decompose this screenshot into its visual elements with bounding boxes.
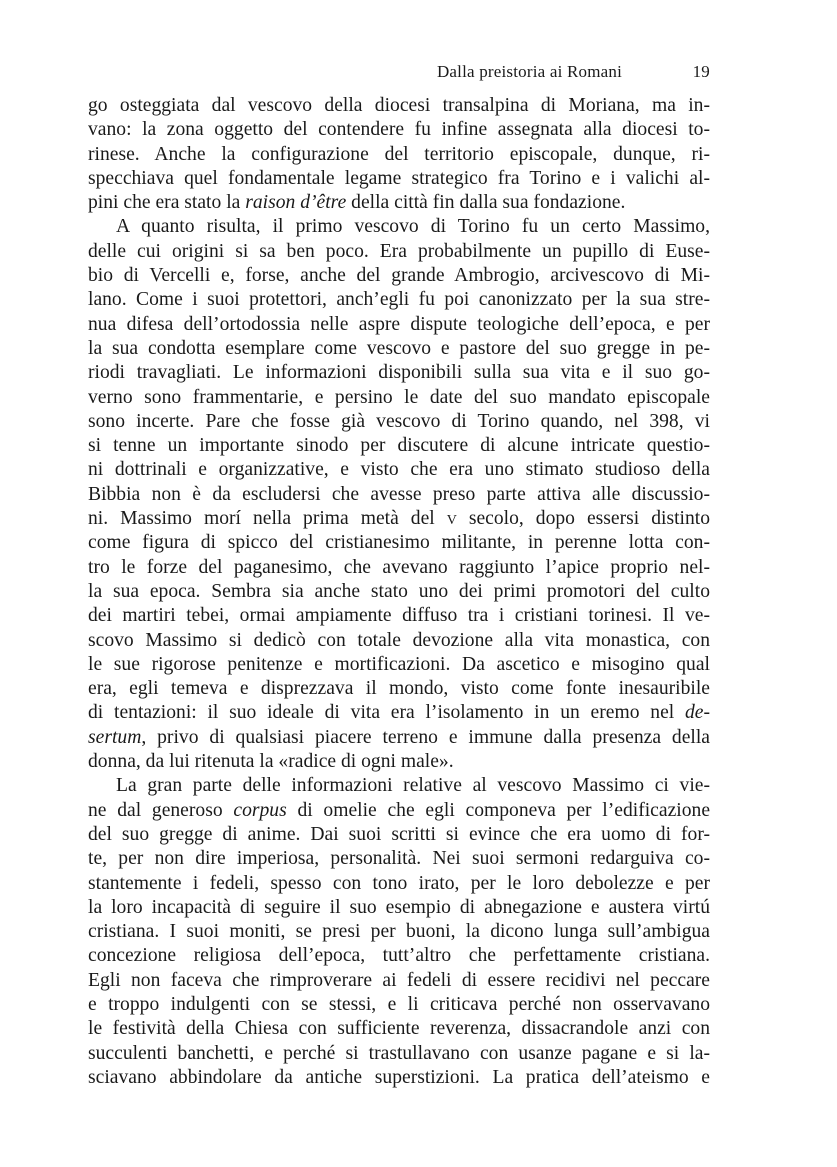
text-line: sciavano abbindolare da antiche superstizioni. La pratica dell’ateismo e bbox=[88, 1066, 710, 1088]
text-line: donna, da lui ritenuta la «radice di ogni male». bbox=[88, 751, 454, 773]
text-line: La gran parte delle informazioni relative al vescovo Massimo ci vie- bbox=[116, 775, 710, 797]
text-line: le sue rigorose penitenze e mortificazioni. Da ascetico e misogino qual bbox=[88, 653, 710, 675]
text-line: verno sono frammentarie, e persino le date del suo mandato episcopale bbox=[88, 386, 710, 408]
text-line bbox=[88, 507, 710, 531]
text-line: riodi travagliati. Le informazioni disponibili sulla sua vita e il suo go- bbox=[88, 362, 710, 384]
text-line: Bibbia non è da escludersi che avesse preso parte attiva alle discussio- bbox=[88, 483, 710, 505]
text-line: sono incerte. Pare che fosse già vescovo di Torino quando, nel 398, vi bbox=[88, 410, 710, 432]
text-segment: secolo, dopo essersi distinto bbox=[456, 508, 710, 530]
text-line bbox=[88, 191, 710, 215]
text-line: ni dottrinali e organizzative, e visto che era uno stimato studioso della bbox=[88, 459, 710, 481]
text-segment: di tentazioni: il suo ideale di vita era l’isolamento in un eremo nel bbox=[88, 702, 685, 724]
body-text bbox=[88, 94, 710, 1090]
running-head-title: Dalla preistoria ai Romani bbox=[436, 62, 622, 81]
text-line: delle cui origini si sa ben poco. Era probabilmente un pupillo di Euse- bbox=[88, 240, 710, 262]
text-line: tro le forze del paganesimo, che avevano raggiunto l’apice proprio nel- bbox=[88, 556, 710, 578]
text-line: e troppo indulgenti con se stessi, e li criticava perché non osservavano bbox=[88, 993, 710, 1015]
text-line: dei martiri tebei, ormai ampiamente diffuso tra i cristiani torinesi. Il ve- bbox=[88, 605, 710, 627]
text-line: come figura di spicco del cristianesimo militante, in perenne lotta con- bbox=[88, 532, 710, 554]
text-line: del suo gregge di anime. Dai suoi scritti si evince che era uomo di for- bbox=[88, 823, 710, 845]
italic-text: de- bbox=[684, 702, 710, 724]
text-line: era, egli temeva e disprezzava il mondo, visto come fonte inesauribile bbox=[88, 678, 710, 700]
page-number: 19 bbox=[692, 62, 710, 81]
text-segment: pini che era stato la bbox=[88, 192, 246, 214]
text-line: Egli non faceva che rimproverare ai fedeli di essere recidivi nel peccare bbox=[88, 969, 710, 991]
text-segment: di omelie che egli componeva per l’edificazione bbox=[286, 799, 711, 821]
text-line: la sua epoca. Sembra sia anche stato uno dei primi promotori del culto bbox=[88, 580, 710, 602]
text-segment: , privo di qualsiasi piacere terreno e immune dalla presenza della bbox=[141, 726, 710, 748]
text-segment: della città fin dalla sua fondazione. bbox=[346, 192, 626, 214]
text-line: vano: la zona oggetto del contendere fu infine assegnata alla diocesi to- bbox=[88, 119, 710, 141]
italic-text: sertum bbox=[88, 726, 142, 748]
text-line: bio di Vercelli e, forse, anche del grande Ambrogio, arcivescovo di Mi- bbox=[88, 265, 710, 287]
text-line: cristiana. I suoi moniti, se presi per buoni, la dicono lunga sull’ambigua bbox=[88, 921, 710, 943]
text-line: la sua condotta esemplare come vescovo e pastore del suo gregge in pe- bbox=[88, 337, 710, 359]
italic-text: raison d’être bbox=[245, 192, 347, 214]
text-line: succulenti banchetti, e perché si trastullavano con usanze pagane e si la- bbox=[88, 1042, 710, 1064]
text-line: scovo Massimo si dedicò con totale devozione alla vita monastica, con bbox=[88, 629, 710, 651]
text-line: nua difesa dell’ortodossia nelle aspre dispute teologiche dell’epoca, e per bbox=[88, 313, 710, 335]
text-line: specchiava quel fondamentale legame strategico fra Torino e i valichi al- bbox=[88, 167, 710, 189]
book-page bbox=[88, 62, 710, 1090]
text-line bbox=[88, 726, 710, 750]
italic-text: corpus bbox=[233, 799, 287, 821]
text-line: la loro incapacità di seguire il suo esempio di abnegazione e austera virtú bbox=[88, 896, 710, 918]
text-line: A quanto risulta, il primo vescovo di Torino fu un certo Massimo, bbox=[116, 216, 710, 238]
text-line bbox=[88, 701, 710, 725]
text-segment: ne dal generoso bbox=[88, 799, 234, 821]
text-line: si tenne un importante sinodo per discutere di alcune intricate questio- bbox=[88, 435, 710, 457]
text-line: stantemente i fedeli, spesso con tono irato, per le loro debolezze e per bbox=[88, 872, 710, 894]
text-segment: ni. Massimo morí nella prima metà del bbox=[88, 508, 447, 530]
text-line: le festività della Chiesa con sufficiente reverenza, dissacrandole anzi con bbox=[88, 1018, 710, 1040]
text-line: te, per non dire imperiosa, personalità. Nei suoi sermoni redarguiva co- bbox=[88, 848, 710, 870]
text-line: concezione religiosa dell’epoca, tutt’altro che perfettamente cristiana. bbox=[88, 945, 710, 967]
text-line: rinese. Anche la configurazione del territorio episcopale, dunque, ri- bbox=[88, 143, 710, 165]
text-line: lano. Come i suoi protettori, anch’egli fu poi canonizzato per la sua stre- bbox=[88, 289, 710, 311]
small-caps-text: v bbox=[446, 508, 457, 530]
text-line: go osteggiata dal vescovo della diocesi transalpina di Moriana, ma in- bbox=[88, 95, 710, 116]
text-line bbox=[88, 799, 710, 823]
running-head bbox=[88, 62, 710, 90]
